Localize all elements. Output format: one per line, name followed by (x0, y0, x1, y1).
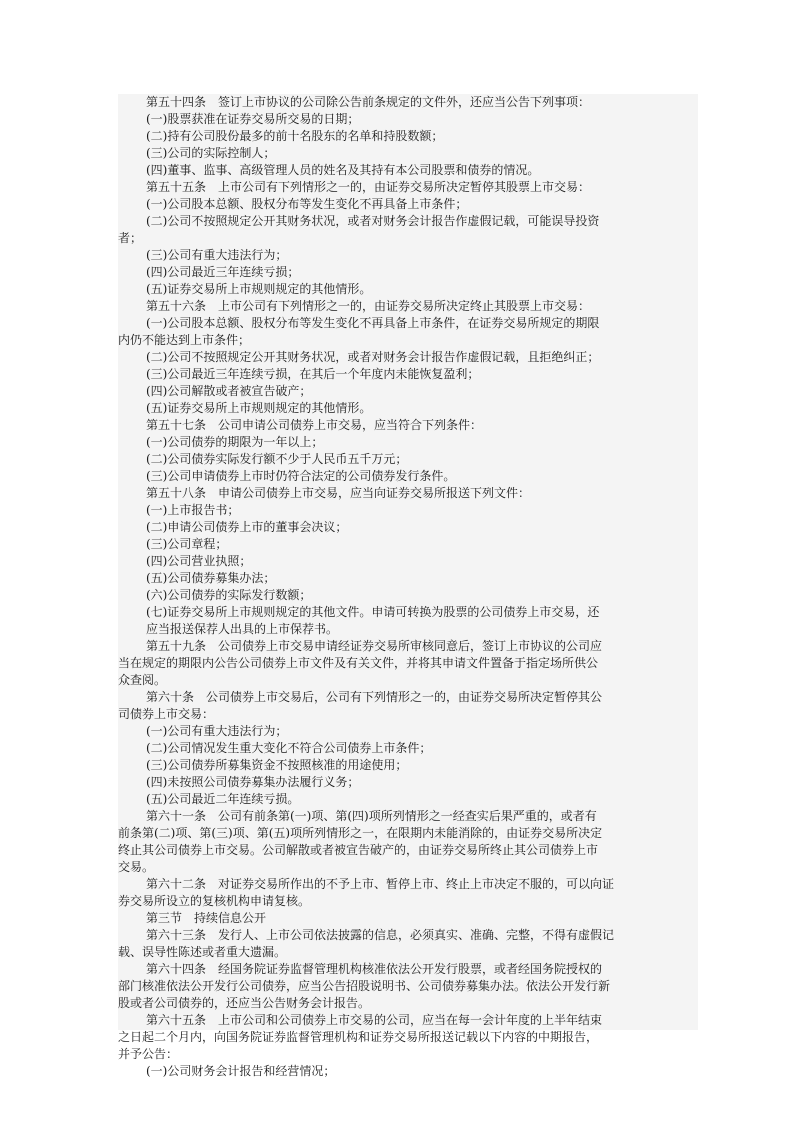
text-line: (三)公司的实际控制人； (146, 146, 276, 160)
text-line: 第六十一条 公司有前条第(一)项、第(四)项所列情形之一经查实后果严重的，或者有 (146, 809, 597, 823)
text-line: (三)公司最近三年连续亏损，在其后一个年度内未能恢复盈利； (146, 367, 480, 381)
text-line: (一)公司债券的期限为一年以上； (146, 435, 324, 449)
text-line: (一)公司股本总额、股权分布等发生变化不再具备上市条件； (146, 197, 468, 211)
text-line: (一)公司有重大违法行为； (146, 724, 288, 738)
text-line: (一)股票获准在证券交易所交易的日期； (146, 112, 360, 126)
text-line: (七)证券交易所上市规则规定的其他文件。申请可转换为股票的公司债券上市交易，还 (146, 605, 600, 619)
text-line: 司债券上市交易： (118, 707, 215, 721)
text-line: 终止其公司债券上市交易。公司解散或者被宣告破产的，由证券交易所终止其公司债券上市 (118, 843, 599, 857)
text-line: 第五十七条 公司申请公司债券上市交易，应当符合下列条件： (146, 418, 483, 432)
text-line: (一)公司财务会计报告和经营情况； (146, 1064, 336, 1078)
text-line: 第五十八条 申请公司债券上市交易，应当向证券交易所报送下列文件： (146, 486, 531, 500)
text-line: 第五十六条 上市公司有下列情形之一的，由证券交易所决定终止其股票上市交易： (146, 299, 591, 313)
text-line: 应当报送保荐人出具的上市保荐书。 (146, 622, 339, 636)
text-line: 交易。 (118, 860, 155, 874)
text-line: 第五十四条 签订上市协议的公司除公告前条规定的文件外，还应当公告下列事项： (146, 95, 591, 109)
text-line: (四)公司解散或者被宣告破产； (146, 384, 312, 398)
text-line: (四)未按照公司债券募集办法履行义务； (146, 775, 360, 789)
text-line: (五)公司债券募集办法； (146, 571, 276, 585)
text-line: 者； (118, 231, 143, 245)
text-line: (三)公司申请债券上市时仍符合法定的公司债券发行条件。 (146, 469, 456, 483)
text-line: 券交易所设立的复核机构申请复核。 (118, 894, 311, 908)
text-line: 第六十条 公司债券上市交易后，公司有下列情形之一的，由证券交易所决定暂停其公 (146, 690, 603, 704)
text-line: (二)公司不按照规定公开其财务状况，或者对财务会计报告作虚假记载，且拒绝纠正； (146, 350, 600, 364)
document-page (118, 94, 698, 1078)
text-line: (四)董事、监事、高级管理人员的姓名及其持有本公司股票和债券的情况。 (146, 163, 540, 177)
text-line: 并予公告： (118, 1047, 179, 1061)
text-line: (一)公司股本总额、股权分布等发生变化不再具备上市条件，在证券交易所规定的期限 (146, 316, 600, 330)
text-line: (二)持有公司股份最多的前十名股东的名单和持股数额； (146, 129, 444, 143)
text-line: (三)公司章程； (146, 537, 228, 551)
text-line: 股或者公司债券的，还应当公告财务会计报告。 (118, 996, 371, 1010)
text-line: (二)公司债券实际发行额不少于人民币五千万元； (146, 452, 408, 466)
text-line: (四)公司最近三年连续亏损； (146, 265, 300, 279)
text-line: 第六十四条 经国务院证券监督管理机构核准依法公开发行股票，或者经国务院授权的 (146, 962, 603, 976)
text-line: 内仍不能达到上市条件； (118, 333, 251, 347)
text-line: (一)上市报告书； (146, 503, 240, 517)
text-line: (二)公司不按照规定公开其财务状况，或者对财务会计报告作虚假记载，可能误导投资 (146, 214, 600, 228)
text-line: (四)公司营业执照； (146, 554, 252, 568)
text-line: (二)公司情况发生重大变化不符合公司债券上市条件； (146, 741, 432, 755)
text-line: 第六十二条 对证券交易所作出的不予上市、暂停上市、终止上市决定不服的，可以向证 (146, 877, 615, 891)
text-line: 载、误导性陈述或者重大遗漏。 (118, 945, 287, 959)
text-line: 之日起二个月内，向国务院证券监督管理机构和证券交易所报送记载以下内容的中期报告， (118, 1030, 599, 1044)
text-line: 当在规定的期限内公告公司债券上市文件及有关文件，并将其申请文件置备于指定场所供公 (118, 656, 599, 670)
text-line: 第五十五条 上市公司有下列情形之一的，由证券交易所决定暂停其股票上市交易： (146, 180, 591, 194)
text-line: 部门核准依法公开发行公司债券，应当公告招股说明书、公司债券募集办法。依法公开发行新 (118, 979, 611, 993)
text-line: (五)证券交易所上市规则规定的其他情形。 (146, 401, 372, 415)
text-line: (六)公司债券的实际发行数额； (146, 588, 312, 602)
text-line: (三)公司有重大违法行为； (146, 248, 288, 262)
text-line: 第六十三条 发行人、上市公司依法披露的信息，必须真实、准确、完整，不得有虚假记 (146, 928, 615, 942)
text-line: 第三节 持续信息公开 (146, 911, 267, 925)
text-line: 前条第(二)项、第(三)项、第(五)项所列情形之一，在限期内未能消除的，由证券交易所决定 (118, 826, 603, 840)
text-line: (五)证券交易所上市规则规定的其他情形。 (146, 282, 372, 296)
text-line: 第五十九条 公司债券上市交易申请经证券交易所审核同意后，签订上市协议的公司应 (146, 639, 603, 653)
text-line: (二)申请公司债券上市的董事会决议； (146, 520, 348, 534)
text-line: 众查阅。 (118, 673, 167, 687)
text-line: (五)公司最近二年连续亏损。 (146, 792, 300, 806)
text-line: (三)公司债券所募集资金不按照核准的用途使用； (146, 758, 408, 772)
text-line: 第六十五条 上市公司和公司债券上市交易的公司，应当在每一会计年度的上半年结束 (146, 1013, 603, 1027)
